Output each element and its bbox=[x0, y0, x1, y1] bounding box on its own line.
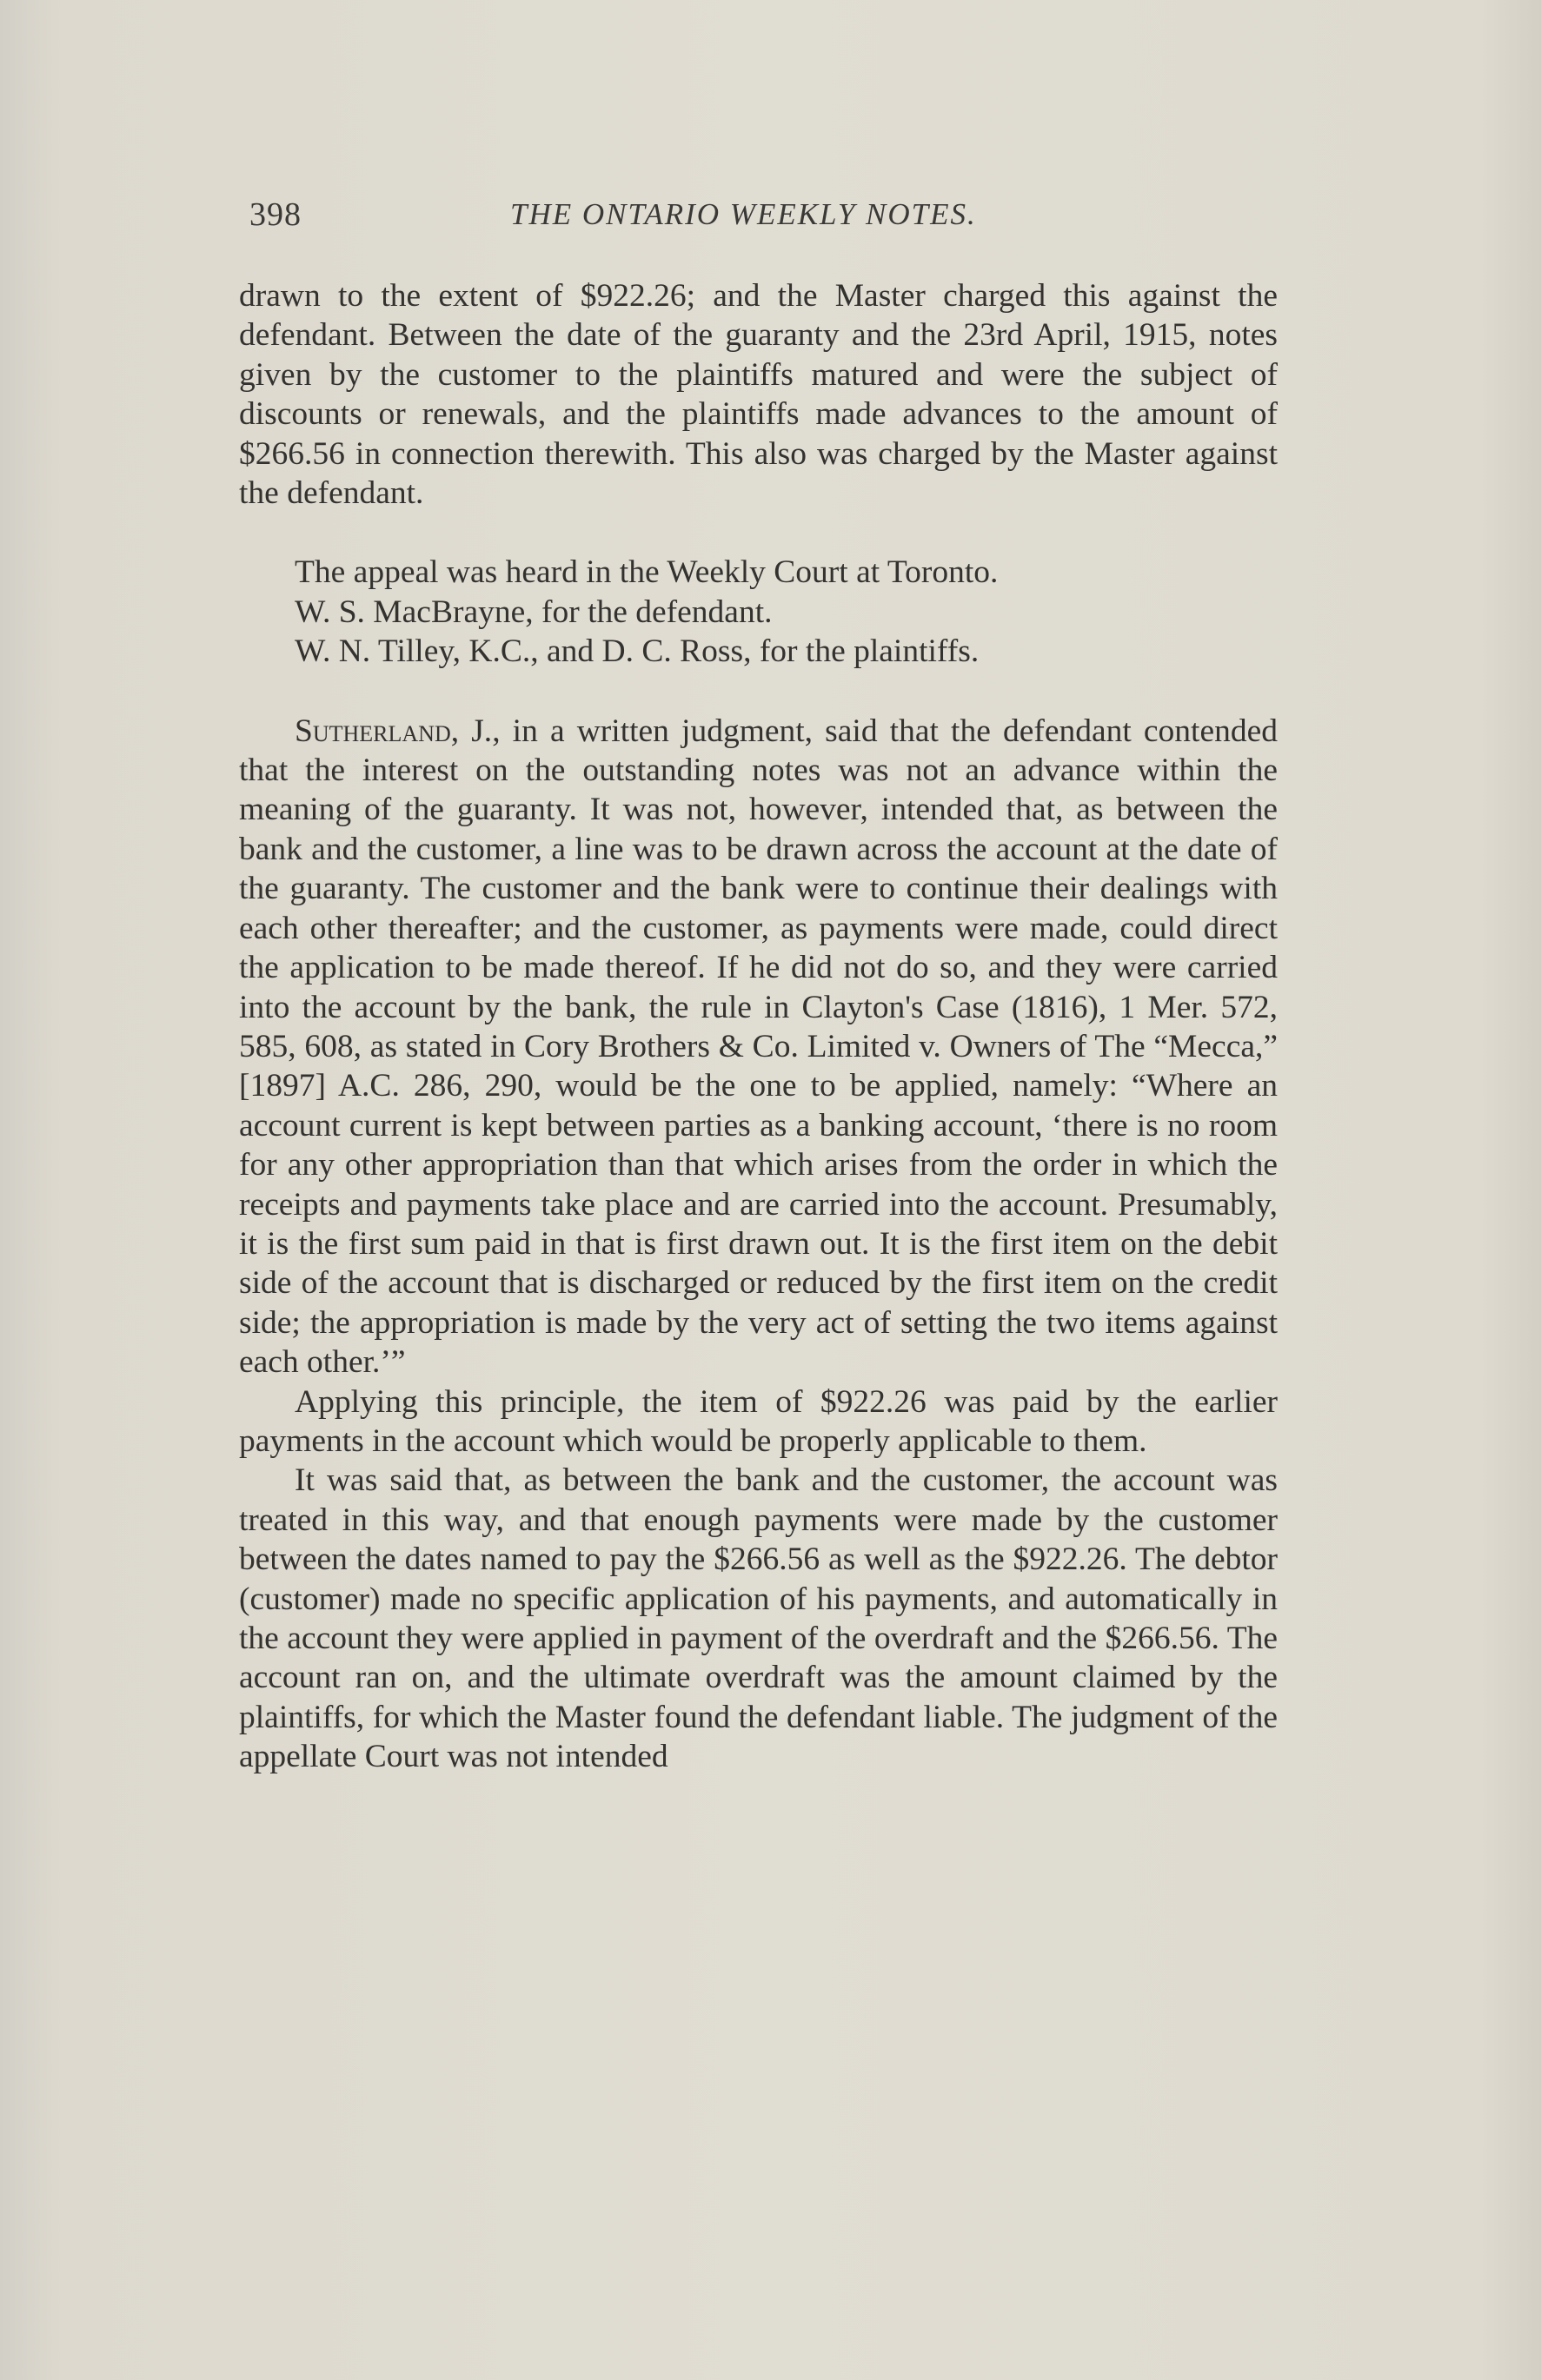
body-text bbox=[239, 276, 1278, 1777]
spacer bbox=[239, 513, 1278, 553]
judge-name: Sutherland, J. bbox=[295, 713, 493, 749]
paragraph-applying: Applying this principle, the item of $922.26 was paid by the earlier payments in the account which would be properly applicable to them. bbox=[239, 1383, 1278, 1459]
counsel-defendant: W. S. MacBrayne, for the defendant. bbox=[295, 593, 773, 630]
spacer bbox=[239, 672, 1278, 712]
paragraph-judgment bbox=[239, 712, 1278, 1382]
judgment-text: , in a written judgment, said that the defendant contended that the interest on the outstanding notes was not an advance within the meaning of the guaranty. It was not, however, intended that, as between the bank and the customer, a line was to be drawn across the account at the date of the guaranty. The customer and the bank were to continue their dealings with each other thereafter; and the customer, as payments were made, could direct the application to be made thereof. If he did not do so, and they were carried into the account by the bank, the rule in Clayton's Case (1816), 1 Mer. 572, 585, 608, as stated in Cory Brothers & Co. Limited v. Owners of The “Mecca,” [1897] A.C. 286, 290, would be the one to be applied, namely: “Where an account current is kept between parties as a banking account, ‘there is no room for any other appropriation than that which arises from the order in which the receipts and payments take place and are carried into the account. Presumably, it is the first sum paid in that is first drawn out. It is the first item on the debit side of the account that is discharged or reduced by the first item on the credit side; the appropriation is made by the very act of setting the two items against each other.’” bbox=[239, 713, 1278, 1381]
appeal-note: The appeal was heard in the Weekly Court at Toronto. bbox=[295, 554, 999, 591]
paragraph-said: It was said that, as between the bank and the customer, the account was treated in this way, and that enough payments were made by the customer between the dates named to pay the $266.56 as well as the $922.26. The debtor (customer) made no specific application of his payments, and automatically in the account they were applied in payment of the overdraft and the $266.56. The account ran on, and the ultimate overdraft was the amount claimed by the plaintiffs, for which the Master found the defendant liable. The judgment of the appellate Court was not intended bbox=[239, 1462, 1278, 1775]
page-header bbox=[249, 196, 1292, 248]
running-title: THE ONTARIO WEEKLY NOTES. bbox=[510, 197, 977, 231]
paragraph-continuation: drawn to the extent of $922.26; and the Master charged this against the defendant. Between the date of the guaranty and the 23rd April, 1915, notes given by the customer to the plaintiffs matured and were the subject of discounts or renewals, and the plaintiffs made advances to the amount of $266.56 in connection therewith. This also was charged by the Master against the defendant. bbox=[239, 278, 1278, 512]
page-number: 398 bbox=[249, 196, 302, 233]
counsel-plaintiffs: W. N. Tilley, K.C., and D. C. Ross, for the plaintiffs. bbox=[295, 633, 980, 670]
